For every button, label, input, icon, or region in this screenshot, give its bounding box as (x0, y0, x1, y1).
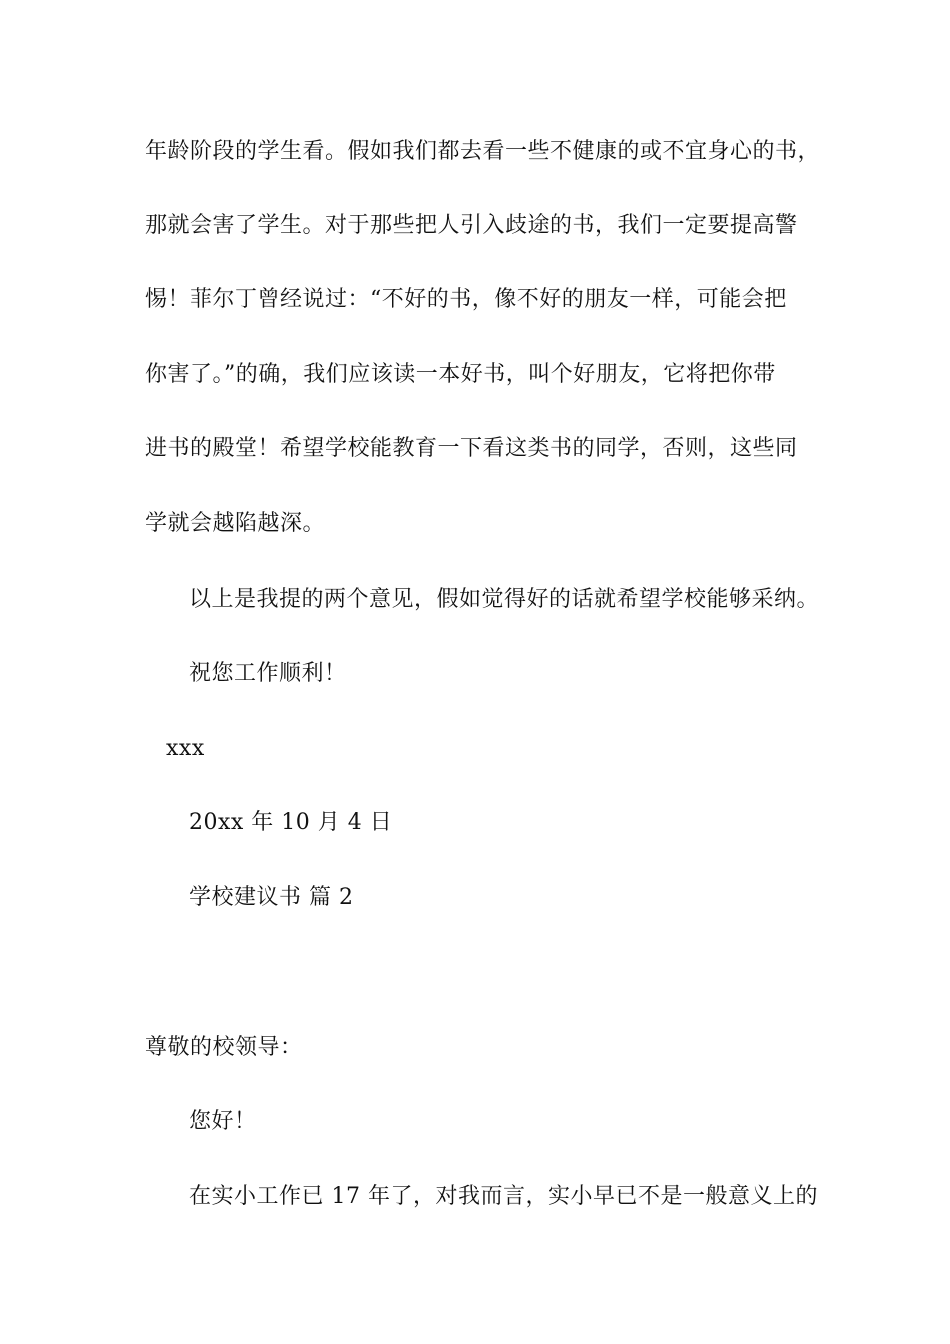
wish-line: 祝您工作顺利！ (189, 661, 347, 686)
greeting: 您好！ (189, 1109, 257, 1134)
paragraph-line-3: 惕！菲尔丁曾经说过：“不好的书，像不好的朋友一样，可能会把 (145, 287, 787, 312)
body-start-line: 在实小工作已 17 年了，对我而言，实小早已不是一般意义上的 (189, 1184, 818, 1209)
paragraph-line-4: 你害了。”的确，我们应该读一本好书，叫个好朋友，它将把你带 (145, 362, 776, 387)
closing-paragraph: 以上是我提的两个意见，假如觉得好的话就希望学校能够采纳。 (189, 587, 820, 612)
paragraph-line-6: 学就会越陷越深。 (145, 511, 326, 536)
salutation: 尊敬的校领导： (145, 1035, 303, 1060)
signature: xxx (166, 736, 205, 761)
date-line: 20xx 年 10 月 4 日 (189, 810, 393, 835)
next-letter-title: 学校建议书 篇 2 (189, 885, 354, 910)
paragraph-line-5: 进书的殿堂！希望学校能教育一下看这类书的同学，否则，这些同 (145, 436, 798, 461)
paragraph-line-1: 年龄阶段的学生看。假如我们都去看一些不健康的或不宜身心的书， (145, 139, 821, 164)
paragraph-line-2: 那就会害了学生。对于那些把人引入歧途的书，我们一定要提高警 (145, 213, 798, 238)
